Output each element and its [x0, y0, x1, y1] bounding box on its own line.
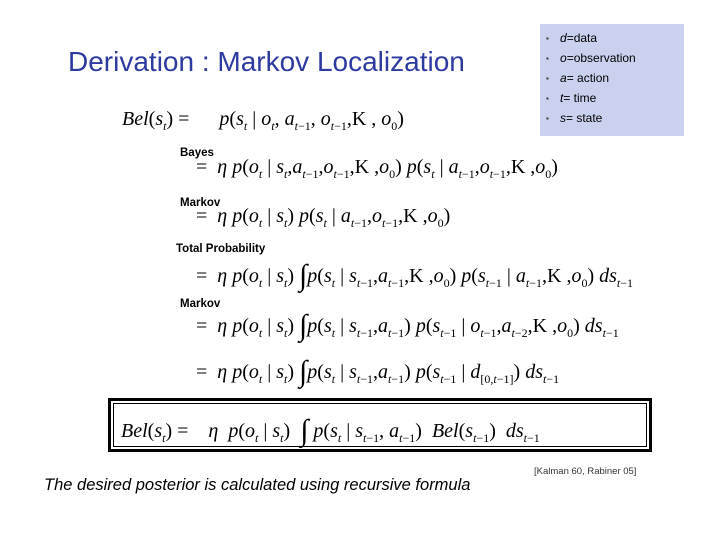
bullet-icon: ▪	[546, 53, 549, 63]
legend-text: = state	[566, 111, 603, 125]
legend-text: = time	[563, 91, 597, 105]
integral-icon: ∫	[299, 259, 308, 292]
citation: [Kalman 60, Rabiner 05]	[534, 466, 637, 477]
bullet-icon: ▪	[546, 73, 549, 83]
integral-icon: ∫	[299, 355, 308, 388]
legend-text: = action	[566, 71, 610, 85]
page-title: Derivation : Markov Localization	[68, 46, 465, 77]
equation-markov-1: = η $p(o_t$ | $s_t$) $p(s_t$ | $a_{t-1},o_{t-1},K$ $,o_0$)	[196, 205, 451, 230]
legend-symbol: d	[560, 31, 567, 45]
integral-icon: ∫	[300, 414, 309, 447]
legend-item-time	[546, 88, 678, 108]
step-label-total-probability: Total Probability	[176, 243, 266, 255]
equation-total-probability: = η $p(o_t$ | $s_t$) $\int p(s_t$ | $s_{t-1},a_{t-1},K$ $,o_0$) $p(s_{t-1}$ | $a_{t-1},K$ $,o_0$) $ds_{t-1}$	[196, 259, 634, 292]
legend-item-state	[546, 108, 678, 128]
result-box	[108, 398, 652, 452]
step-label-markov-1: Markov	[180, 197, 221, 209]
step-label-markov-2: Markov	[180, 298, 221, 310]
notation-legend	[540, 24, 684, 136]
equation-markov-2: = η $p(o_t$ | $s_t$) $\int p(s_t$ | $s_{t-1},a_{t-1}$) $p(s_{t-1}$ | $o_{t-1},a_{t-2},K$ $,o_0$) $ds_{t-1}$	[196, 309, 619, 342]
legend-symbol: t	[560, 91, 564, 105]
legend-symbol: o	[560, 51, 567, 65]
equation-belief-definition: $Bel(s_t)$ = $p(s_t$ | $o_t$, $a_{t-1}$, $o_{t-1},K$ , $o_0$)	[122, 108, 404, 133]
step-label-bayes: Bayes	[180, 147, 214, 159]
footer-caption: The desired posterior is calculated using recursive formula	[44, 476, 471, 494]
equation-recursive: = η $p(o_t$ | $s_t$) $\int p(s_t$ | $s_{t-1},a_{t-1}$) $p(s_{t-1}$ | $d_{[0,t-1]}$) $ds_{t-1}$	[196, 355, 560, 388]
bullet-icon: ▪	[546, 93, 549, 103]
equation-bayes: = η $p(o_t$ | $s_t,a_{t-1},o_{t-1},K$ $,o_0$) $p(s_t$ | $a_{t-1},o_{t-1},K$ $,o_0$)	[196, 156, 558, 181]
legend-text: =observation	[566, 51, 636, 65]
integral-icon: ∫	[299, 309, 308, 342]
equation-final-recursive: $Bel(s_t)$ = η $p(o_t$ | $s_t$) ∫ $p(s_t$ | $s_{t-1}$, $a_{t-1}$) $Bel(s_{t-1})$ $ds_{t-1}$	[121, 414, 540, 447]
legend-item-observation	[546, 48, 678, 68]
legend-symbol: a	[560, 71, 567, 85]
legend-item-data	[546, 28, 678, 48]
legend-item-action	[546, 68, 678, 88]
legend-text: =data	[566, 31, 598, 45]
bullet-icon: ▪	[546, 33, 549, 43]
legend-symbol: s	[560, 111, 566, 125]
bullet-icon: ▪	[546, 113, 549, 123]
